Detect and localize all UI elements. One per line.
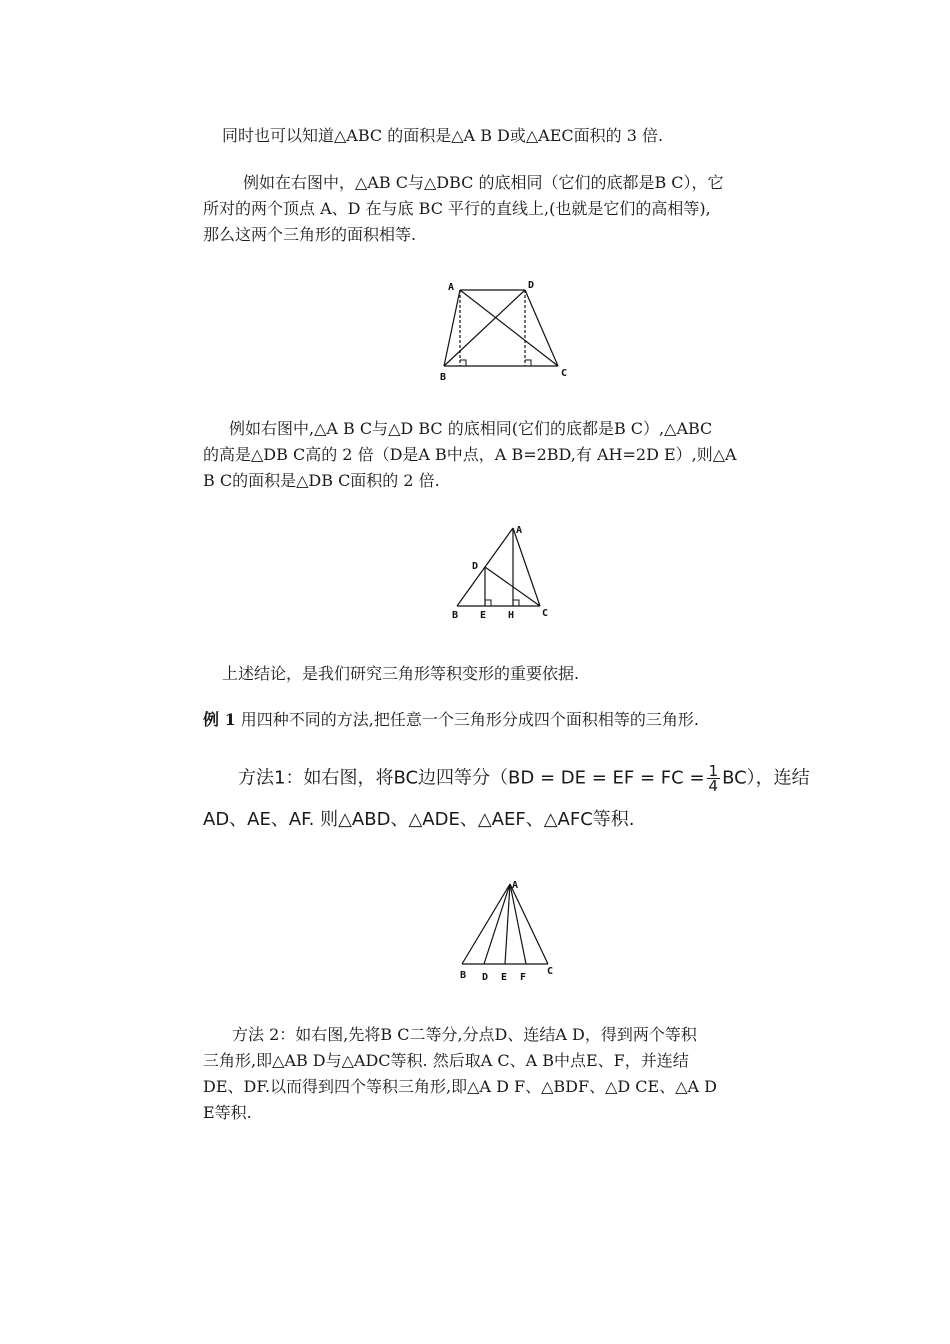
fraction-numerator: 1 — [708, 762, 719, 780]
fig2-label-a: A — [516, 525, 523, 536]
fig2-label-e: E — [480, 610, 487, 621]
method-2-line-3: DE、DF.以而得到四个等积三角形,即△A D F、△BDF、△D CE、△A D — [203, 1077, 717, 1096]
figure-triangle-quartered — [450, 872, 560, 984]
fig3-label-f: F — [520, 972, 527, 983]
fig3-segment-af — [510, 884, 526, 964]
example-1-text: 用四种不同的方法,把任意一个三角形分成四个面积相等的三角形. — [235, 710, 699, 729]
fraction-denominator: 4 — [708, 777, 719, 795]
fig2-label-h: H — [508, 610, 515, 621]
fig3-label-c: C — [547, 966, 554, 977]
fig2-label-d: D — [472, 561, 479, 572]
fig3-segment-ac — [510, 884, 548, 964]
fig1-label-a: A — [448, 282, 455, 293]
fig1-label-c: C — [561, 368, 568, 379]
paragraph-3-line-2: 的高是△DB C高的 2 倍（D是A B中点，A B=2BD,有 AH=2D E）,则△A — [203, 445, 737, 464]
fig1-diagonal-ac — [460, 290, 558, 366]
fig1-segment-dc — [525, 290, 558, 366]
paragraph-3-line-3: B C的面积是△DB C面积的 2 倍. — [203, 471, 440, 490]
paragraph-3-line-1: 例如右图中,△A B C与△D BC 的底相同(它们的底都是B C）,△ABC — [229, 419, 713, 438]
fig3-label-a: A — [512, 880, 519, 891]
paragraph-2-line-2: 所对的两个顶点 A、D 在与底 BC 平行的直线上,(也就是它们的高相等), — [203, 199, 711, 218]
method-1-text-b: BC），连结 — [722, 767, 810, 789]
paragraph-4: 上述结论，是我们研究三角形等积变形的重要依据. — [222, 664, 580, 683]
fig1-label-b: B — [440, 372, 447, 383]
fig3-label-b: B — [460, 970, 467, 981]
fig3-label-d: D — [482, 972, 489, 983]
fig2-segment-ac — [513, 528, 540, 606]
paragraph-2-line-3: 那么这两个三角形的面积相等. — [203, 225, 417, 244]
figure-trapezoid — [430, 276, 580, 386]
method-2-line-2: 三角形,即△AB D与△ADC等积. 然后取A C、A B中点E、F，并连结 — [203, 1051, 689, 1070]
method-1-line-1 — [238, 764, 810, 793]
paragraph-2-line-1: 例如在右图中，△AB C与△DBC 的底相同（它们的底都是B C），它 — [243, 173, 724, 192]
method-2-line-1: 方法 2：如右图,先将B C二等分,分点D、连结A D，得到两个等积 — [232, 1025, 697, 1044]
method-1-line-2: AD、AE、AF. 则△ABD、△ADE、△AEF、△AFC等积. — [203, 809, 635, 830]
fig1-segment-ab — [444, 290, 460, 366]
figure-triangle-midpoint — [445, 518, 560, 628]
fig3-segment-ab — [462, 884, 510, 964]
fig3-label-e: E — [501, 972, 508, 983]
fig1-diagonal-db — [444, 290, 525, 366]
method-1-fraction — [707, 764, 721, 793]
example-1 — [203, 710, 699, 730]
example-1-label: 例 1 — [203, 710, 236, 729]
method-2-line-4: E等积. — [203, 1103, 252, 1122]
method-1-text-a: 方法1：如右图，将BC边四等分（BD = DE = EF = FC = — [238, 767, 705, 789]
fig1-label-d: D — [528, 280, 535, 291]
fig2-label-b: B — [452, 610, 459, 621]
paragraph-1: 同时也可以知道△ABC 的面积是△A B D或△AEC面积的 3 倍. — [222, 126, 664, 145]
fig2-label-c: C — [542, 608, 549, 619]
